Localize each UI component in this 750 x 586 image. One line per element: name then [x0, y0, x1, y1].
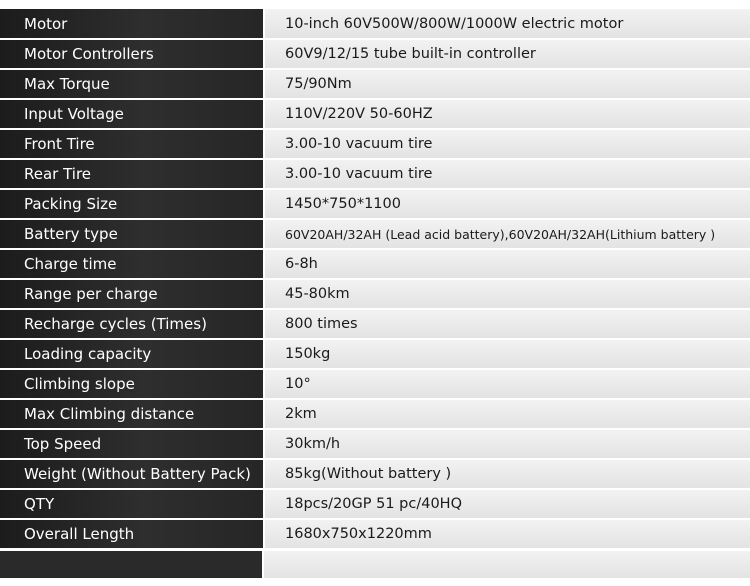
- spec-row-front-tire: [0, 129, 750, 159]
- spec-label: Range per charge: [0, 279, 264, 309]
- spec-value: 1680x750x1220mm: [264, 519, 750, 549]
- spec-value: 3.00-10 vacuum tire: [264, 159, 750, 189]
- spec-label: Rear Tire: [0, 159, 264, 189]
- spec-value: 150kg: [264, 339, 750, 369]
- spec-value: 2km: [264, 399, 750, 429]
- spec-label: Max Climbing distance: [0, 399, 264, 429]
- spec-value: 800 times: [264, 309, 750, 339]
- spec-label: Loading capacity: [0, 339, 264, 369]
- spec-value: 30km/h: [264, 429, 750, 459]
- spec-row-qty: [0, 489, 750, 519]
- spec-label: Top Speed: [0, 429, 264, 459]
- spec-label: Weight (Without Battery Pack): [0, 459, 264, 489]
- spec-value: 60V9/12/15 tube built-in controller: [264, 39, 750, 69]
- spec-value: 60V20AH/32AH (Lead acid battery),60V20AH/32AH(Lithium battery ): [264, 219, 750, 249]
- spec-value: 1450*750*1100: [264, 189, 750, 219]
- spec-row-recharge-cycles: [0, 309, 750, 339]
- footer-left-block: [0, 551, 264, 578]
- spec-row-motor: [0, 9, 750, 39]
- spec-row-climbing-slope: [0, 369, 750, 399]
- spec-table: [0, 9, 750, 550]
- spec-label: Motor: [0, 9, 264, 39]
- spec-row-weight: [0, 459, 750, 489]
- spec-row-max-torque: [0, 69, 750, 99]
- table-footer-bar: [0, 551, 750, 578]
- spec-row-battery-type: [0, 219, 750, 249]
- spec-label: Charge time: [0, 249, 264, 279]
- spec-value: 85kg(Without battery ): [264, 459, 750, 489]
- spec-value: 10°: [264, 369, 750, 399]
- spec-label: Input Voltage: [0, 99, 264, 129]
- footer-right-block: [264, 551, 750, 578]
- spec-value: 18pcs/20GP 51 pc/40HQ: [264, 489, 750, 519]
- spec-row-range-per-charge: [0, 279, 750, 309]
- spec-row-max-climbing-distance: [0, 399, 750, 429]
- spec-row-top-speed: [0, 429, 750, 459]
- spec-row-loading-capacity: [0, 339, 750, 369]
- spec-label: Battery type: [0, 219, 264, 249]
- spec-label: Front Tire: [0, 129, 264, 159]
- spec-value: 75/90Nm: [264, 69, 750, 99]
- spec-row-rear-tire: [0, 159, 750, 189]
- spec-row-motor-controllers: [0, 39, 750, 69]
- spec-value: 6-8h: [264, 249, 750, 279]
- spec-value: 45-80km: [264, 279, 750, 309]
- spec-value: 10-inch 60V500W/800W/1000W electric motor: [264, 9, 750, 39]
- spec-value: 3.00-10 vacuum tire: [264, 129, 750, 159]
- spec-value: 110V/220V 50-60HZ: [264, 99, 750, 129]
- spec-label: Climbing slope: [0, 369, 264, 399]
- spec-row-overall-length: [0, 519, 750, 549]
- spec-row-charge-time: [0, 249, 750, 279]
- spec-row-packing-size: [0, 189, 750, 219]
- spec-label: Packing Size: [0, 189, 264, 219]
- spec-label: Max Torque: [0, 69, 264, 99]
- spec-label: Recharge cycles (Times): [0, 309, 264, 339]
- spec-row-input-voltage: [0, 99, 750, 129]
- spec-label: Motor Controllers: [0, 39, 264, 69]
- spec-label: Overall Length: [0, 519, 264, 549]
- spec-label: QTY: [0, 489, 264, 519]
